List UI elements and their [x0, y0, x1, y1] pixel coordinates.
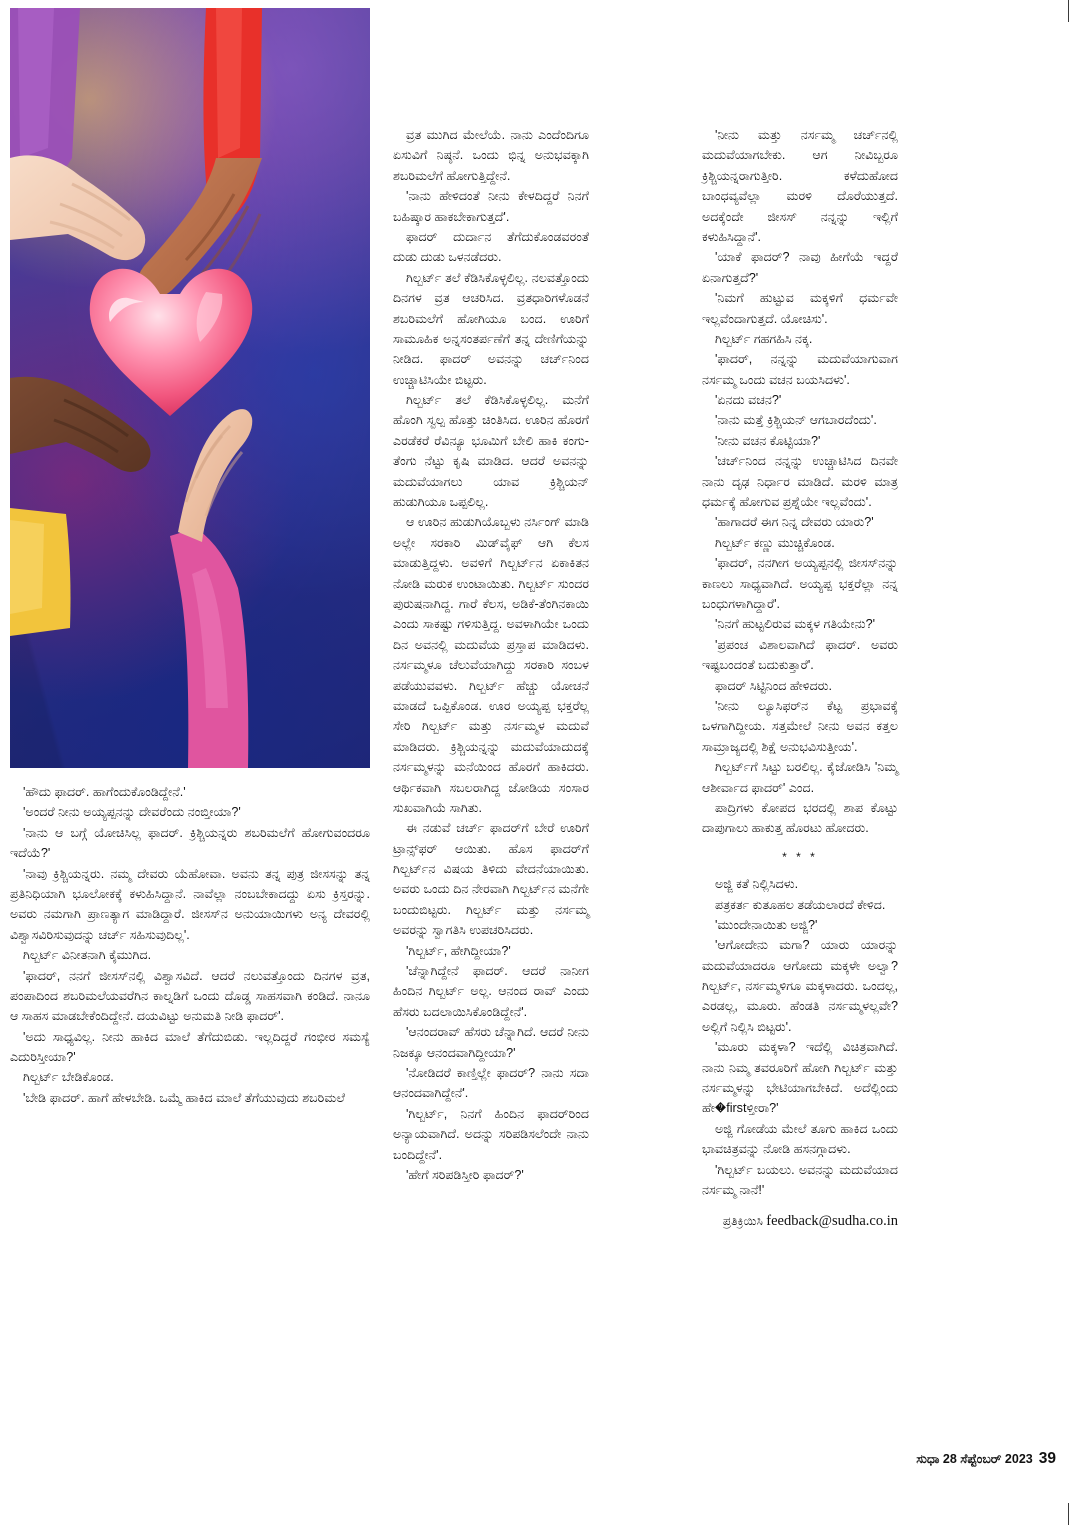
- feedback-line: [702, 1210, 898, 1233]
- paragraph: ಗಿಲ್ಬರ್ಟ್ ತಲೆ ಕೆಡಿಸಿಕೊಳ್ಳಲಿಲ್ಲ. ಮನೆಗೆ ಹೊಂಗಿ ಸ್ವಲ್ಪ ಹೊತ್ತು ಚಿಂತಿಸಿದ. ಊರಿನ ಹೊರಗೆ ಎರಡೆಕರೆ ರೆವಿನ್ಯೂ ಭೂಮಿಗೆ ಬೇಲಿ ಹಾಕಿ ಕಂಗು-ತೆಂಗು ನೆಟ್ಟು ಕೃಷಿ ಮಾಡಿದ. ಆದರೆ ಅವನನ್ನು ಮದುವೆಯಾಗಲು ಯಾವ ಕ್ರಿಶ್ಚಿಯನ್ ಹುಡುಗಿಯೂ ಒಪ್ಪಲಿಲ್ಲ.: [393, 393, 589, 510]
- article-illustration: [10, 8, 370, 768]
- paragraph: 'ನೀನು ವಚನ ಕೊಟ್ಟಿಯಾ?': [715, 433, 821, 448]
- crop-mark-top-right: [1068, 0, 1069, 22]
- paragraph: ಅಜ್ಜಿ ಗೋಡೆಯ ಮೇಲೆ ತೂಗು ಹಾಕಿದ ಒಂದು ಭಾವಚಿತ್ರವನ್ನು ನೋಡಿ ಹಸನಗ್ಗಾದಳು.: [702, 1121, 898, 1157]
- page-number: 39: [1038, 1450, 1056, 1467]
- paragraph: 'ಪ್ರಪಂಚ ವಿಶಾಲವಾಗಿದೆ ಫಾದರ್. ಅವರು ಇಷ್ಟಬಂದಂತೆ ಬದುಕುತ್ತಾರೆ'.: [702, 637, 898, 673]
- feedback-email[interactable]: feedback@sudha.co.in: [766, 1213, 898, 1230]
- text-column-left: [10, 782, 370, 1108]
- text-column-middle: [393, 125, 589, 1185]
- paragraph: ಪಾದ್ರಿಗಳು ಕೋಪದ ಭರದಲ್ಲಿ ಶಾಪ ಕೊಟ್ಟು ದಾಪುಗಾಲು ಹಾಕುತ್ತ ಹೊರಟು ಹೋದರು.: [702, 800, 898, 836]
- paragraph: 'ಅದು ಸಾಧ್ಯವಿಲ್ಲ. ನೀನು ಹಾಕಿದ ಮಾಲೆ ತೆಗೆದುಬಿಡು. ಇಲ್ಲದಿದ್ದರೆ ಗಂಭೀರ ಸಮಸ್ಯೆ ಎದುರಿಸ್ತೀಯಾ?': [10, 1029, 370, 1065]
- paragraph: ಗಿಲ್ಬರ್ಟ್‌ಗೆ ಸಿಟ್ಟು ಬರಲಿಲ್ಲ. ಕೈಜೋಡಿಸಿ 'ನಿಮ್ಮ ಆಶೀರ್ವಾದ ಫಾದರ್' ಎಂದ.: [702, 760, 898, 795]
- paragraph: 'ನಾವು ಕ್ರಿಶ್ಚಿಯನ್ನರು. ನಮ್ಮ ದೇವರು ಯೆಹೋವಾ. ಅವನು ತನ್ನ ಪುತ್ರ ಜೀಸಸನ್ನು ತನ್ನ ಪ್ರತಿನಿಧಿಯಾಗಿ ಭೂಲೋಕಕ್ಕೆ ಕಳುಹಿಸಿದ್ದಾನೆ. ನಾವೆಲ್ಲಾ ನಂಬಬೇಕಾದದ್ದು ಏಸು ಕ್ರಿಸ್ತರನ್ನು. ಅವರು ನಮಗಾಗಿ ಪ್ರಾಣತ್ಯಾಗ ಮಾಡಿದ್ದಾರೆ. ಜೀಸಸ್‌ನ ಅನುಯಾಯಿಗಳು ಅನ್ಯ ದೇವರಲ್ಲಿ ವಿಶ್ವಾಸವಿರಿಸುವುದನ್ನು ಚರ್ಚ್ ಸಹಿಸುವುದಿಲ್ಲ'.: [10, 866, 370, 942]
- paragraph: 'ಗಿಲ್ಬರ್ಟ್, ನಿನಗೆ ಹಿಂದಿನ ಫಾದರ್‌ರಿಂದ ಅನ್ಯಾಯವಾಗಿದೆ. ಅದನ್ನು ಸರಿಪಡಿಸಲೆಂದೇ ನಾನು ಬಂದಿದ್ದೇನೆ'.: [393, 1106, 589, 1162]
- paragraph: 'ನಾನು ಹೇಳಿದಂತೆ ನೀನು ಕೇಳದಿದ್ದರೆ ನಿನಗೆ ಬಹಿಷ್ಕಾರ ಹಾಕಬೇಕಾಗುತ್ತದೆ'.: [393, 189, 589, 224]
- paragraph: ಪತ್ರಕರ್ತ ಕುತೂಹಲ ತಡೆಯಲಾರದೆ ಕೇಳಿದ.: [715, 897, 886, 912]
- paragraph: ಆ ಊರಿನ ಹುಡುಗಿಯೊಬ್ಬಳು ನರ್ಸಿಂಗ್ ಮಾಡಿ ಅಲ್ಲೇ ಸರಕಾರಿ ಮಿಡ್‌ವೈಫ್ ಆಗಿ ಕೆಲಸ ಮಾಡುತ್ತಿದ್ದಳು. ಅವಳಿಗೆ ಗಿಲ್ಬರ್ಟ್‌ನ ಏಕಾಕಿತನ ನೋಡಿ ಮರುಕ ಉಂಟಾಯಿತು. ಗಿಲ್ಬರ್ಟ್ ಸುಂದರ ಪುರುಷನಾಗಿದ್ದ. ಗಾರೆ ಕೆಲಸ, ಅಡಿಕೆ-ತೆಂಗಿನಕಾಯಿ ಎಂದು ಸಾಕಷ್ಟು ಗಳಿಸುತ್ತಿದ್ದ. ಅವಳಾಗಿಯೇ ಒಂದು ದಿನ ಅವನಲ್ಲಿ ಮದುವೆಯ ಪ್ರಸ್ತಾಪ ಮಾಡಿದಳು. ನರ್ಸಮ್ಮಳೂ ಚೆಲುವೆಯಾಗಿದ್ದು ಸರಕಾರಿ ಸಂಬಳ ಪಡೆಯುವವಳು. ಗಿಲ್ಬರ್ಟ್ ಹೆಚ್ಚು ಯೋಚನೆ ಮಾಡದೆ ಒಪ್ಪಿಕೊಂಡ. ಊರ ಅಯ್ಯಪ್ಪ ಭಕ್ತರೆಲ್ಲ ಸೇರಿ ಗಿಲ್ಬರ್ಟ್ ಮತ್ತು ನರ್ಸಮ್ಮಳ ಮದುವೆ ಮಾಡಿದರು. ಕ್ರಿಶ್ಚಿಯನ್ನನ್ನು ಮದುವೆಯಾದುದಕ್ಕೆ ನರ್ಸಮ್ಮಳನ್ನು ಮನೆಯಿಂದ ಹೊರಗೆ ಹಾಕಿದರು. ಆರ್ಥಿಕವಾಗಿ ಸಬಲರಾಗಿದ್ದ ಜೋಡಿಯ ಸಂಸಾರ ಸುಖವಾಗಿಯೆ ಸಾಗಿತು.: [393, 515, 589, 815]
- paragraph: 'ನೀನು ಮತ್ತು ನರ್ಸಮ್ಮ ಚರ್ಚ್‌ನಲ್ಲಿ ಮದುವೆಯಾಗಬೇಕು. ಆಗ ನೀವಿಬ್ಬರೂ ಕ್ರಿಶ್ಚಿಯನ್ನರಾಗುತ್ತೀರಿ. ಕಳೆದುಹೋದ ಬಾಂಧವ್ಯವೆಲ್ಲಾ ಮರಳಿ ದೊರೆಯುತ್ತದೆ. ಅದಕ್ಕೆಂದೇ ಜೀಸಸ್ ನನ್ನನ್ನು ಇಲ್ಲಿಗೆ ಕಳುಹಿಸಿದ್ದಾನೆ'.: [702, 128, 898, 244]
- paragraph: 'ಫಾದರ್, ನನ್ನನ್ನು ಮದುವೆಯಾಗುವಾಗ ನರ್ಸಮ್ಮ ಒಂದು ವಚನ ಬಯಸಿದಳು'.: [702, 352, 898, 387]
- paragraph: 'ಹಾಗಾದರೆ ಈಗ ನಿನ್ನ ದೇವರು ಯಾರು?': [715, 515, 874, 530]
- paragraph: ಗಿಲ್ಬರ್ಟ್ ತಲೆ ಕೆಡಿಸಿಕೊಳ್ಳಲಿಲ್ಲ. ನಲವತ್ತೊಂದು ದಿನಗಳ ವ್ರತ ಆಚರಿಸಿದ. ವ್ರತಧಾರಿಗಳೊಡನೆ ಶಬರಿಮಲೆಗೆ ಹೋಗಿಯೂ ಬಂದ. ಊರಿಗೆ ಸಾಮೂಹಿಕ ಅನ್ನಸಂತರ್ಪಣೆಗೆ ತನ್ನ ದೇಣಿಗೆಯನ್ನು ನೀಡಿದ. ಫಾದರ್ ಅವನನ್ನು ಚರ್ಚ್‌ನಿಂದ ಉಚ್ಚಾಟಿಸಿಯೇ ಬಿಟ್ಟರು.: [393, 270, 589, 387]
- paragraph: ಗಿಲ್ಬರ್ಟ್ ಕಣ್ಣು ಮುಚ್ಚಿಕೊಂಡ.: [715, 535, 835, 550]
- feedback-label: ಪ್ರತಿಕ್ರಿಯಿಸಿ: [722, 1214, 763, 1229]
- section-divider: * * *: [782, 849, 818, 864]
- paragraph: 'ನೀನು ಲ್ಯೂಸಿಫರ್‌ನ ಕೆಟ್ಟ ಪ್ರಭಾವಕ್ಕೆ ಒಳಗಾಗಿದ್ದೀಯ. ಸತ್ತಮೇಲೆ ನೀನು ಅವನ ಕತ್ತಲ ಸಾಮ್ರಾಜ್ಯದಲ್ಲಿ ಶಿಕ್ಷೆ ಅನುಭವಿಸುತ್ತೀಯ'.: [702, 698, 898, 754]
- paragraph: 'ಫಾದರ್, ನನಗೀಗ ಅಯ್ಯಪ್ಪನಲ್ಲಿ ಜೀಸಸ್‌ನನ್ನು ಕಾಣಲು ಸಾಧ್ಯವಾಗಿದೆ. ಅಯ್ಯಪ್ಪ ಭಕ್ತರೆಲ್ಲಾ ನನ್ನ ಬಂಧುಗಳಾಗಿದ್ದಾರೆ'.: [702, 556, 898, 611]
- paragraph: 'ಮೂರು ಮಕ್ಕಳಾ? ಇದೆಲ್ಲಿ ವಿಚಿತ್ರವಾಗಿದೆ. ನಾನು ನಿಮ್ಮ ತವರೂರಿಗೆ ಹೋಗಿ ಗಿಲ್ಬರ್ಟ್ ಮತ್ತು ನರ್ಸಮ್ಮಳನ್ನು ಭೇಟಿಯಾಗಬೇಕಿದೆ. ಅದೆಲ್ಲಿಂದು ಹೇ�firstಳ್ತೀರಾ?': [702, 1040, 898, 1116]
- paragraph: ಗಿಲ್ಬರ್ಟ್ ಗಹಗಹಿಸಿ ನಕ್ಕ.: [715, 331, 813, 346]
- crop-mark-bottom-right: [1068, 1503, 1069, 1525]
- paragraph: 'ಮುಂದೇನಾಯಿತು ಅಜ್ಜಿ?': [715, 917, 818, 932]
- text-column-right: [702, 125, 898, 1234]
- paragraph: 'ನಾನು ಮತ್ತೆ ಕ್ರಿಶ್ಚಿಯನ್ ಆಗಬಾರದೆಂದು'.: [715, 413, 877, 428]
- paragraph: 'ಗಿಲ್ಬರ್ಟ್ ಬಯಲು. ಅವನನ್ನು ಮದುವೆಯಾದ ನರ್ಸಮ್ಮ ನಾನೆ!': [702, 1162, 898, 1197]
- paragraph: 'ಗಿಲ್ಬರ್ಟ್, ಹೇಗಿದ್ದೀಯಾ?': [406, 943, 511, 958]
- paragraph: 'ಅಂದರೆ ನೀನು ಅಯ್ಯಪ್ಪನನ್ನು ದೇವರೆಂದು ನಂಬ್ತೀಯಾ?': [23, 805, 241, 820]
- paragraph: ಗಿಲ್ಬರ್ಟ್ ವಿನೀತನಾಗಿ ಕೈಮುಗಿದ.: [23, 948, 152, 963]
- paragraph: 'ನಿಮಗೆ ಹುಟ್ಟುವ ಮಕ್ಕಳಿಗೆ ಧರ್ಮವೇ ಇಲ್ಲವೆಂದಾಗುತ್ತದೆ. ಯೋಚಿಸು'.: [702, 291, 898, 326]
- paragraph: 'ನೋಡಿದರೆ ಕಾಣ್ತಿಲ್ಲೇ ಫಾದರ್? ನಾನು ಸದಾ ಆನಂದವಾಗಿದ್ದೇನೆ'.: [393, 1065, 589, 1101]
- paragraph: 'ಚರ್ಚ್‌ನಿಂದ ನನ್ನನ್ನು ಉಚ್ಚಾಟಿಸಿದ ದಿನವೇ ನಾನು ದೃಢ ನಿರ್ಧಾರ ಮಾಡಿದೆ. ಮರಳಿ ಮಾತ್ರ ಧರ್ಮಕ್ಕೆ ಹೋಗುವ ಪ್ರಶ್ನೆಯೇ ಇಲ್ಲವೆಂದು'.: [702, 454, 898, 510]
- paragraph: ಗಿಲ್ಬರ್ಟ್ ಬೇಡಿಕೊಂಡ.: [23, 1070, 114, 1085]
- paragraph: 'ಆನಂದರಾವ್ ಹೆಸರು ಚೆನ್ನಾಗಿದೆ. ಆದರೆ ನೀನು ನಿಜಕ್ಕೂ ಆನಂದವಾಗಿದ್ದೀಯಾ?': [393, 1025, 589, 1060]
- paragraph: ವ್ರತ ಮುಗಿದ ಮೇಲೆಯೆ. ನಾನು ಎಂದೆಂದಿಗೂ ಏಸುವಿಗೆ ನಿಷ್ಠನೆ. ಒಂದು ಭಿನ್ನ ಅನುಭವಕ್ಕಾಗಿ ಶಬರಿಮಲೆಗೆ ಹೋಗುತ್ತಿದ್ದೇನೆ.: [393, 128, 589, 183]
- paragraph: 'ನಾನು ಆ ಬಗ್ಗೆ ಯೋಚಿಸಿಲ್ಲ ಫಾದರ್. ಕ್ರಿಶ್ಚಿಯನ್ನರು ಶಬರಿಮಲೆಗೆ ಹೋಗುವಂದರೂ ಇದೆಯೆ?': [10, 825, 370, 861]
- illustration-artwork: [10, 8, 370, 768]
- paragraph: 'ಫಾದರ್, ನನಗೆ ಜೀಸಸ್‌ನಲ್ಲಿ ವಿಶ್ವಾಸವಿದೆ. ಆದರೆ ನಲುವತ್ತೊಂದು ದಿನಗಳ ವ್ರತ, ಪಂಪಾದಿಂದ ಶಬರಿಮಲೆಯವರೆಗಿನ ಕಾಲ್ನಡಿಗೆ ಒಂದು ದೊಡ್ಡ ಸಾಹಸವಾಗಿ ಕಂಡಿದೆ. ನಾನೂ ಆ ಸಾಹಸ ಮಾಡಬೇಕೆಂದಿದ್ದೇನೆ. ದಯವಿಟ್ಟು ಅನುಮತಿ ನೀಡಿ ಫಾದರ್'.: [10, 968, 370, 1024]
- paragraph: 'ಚೆನ್ನಾಗಿದ್ದೇನೆ ಫಾದರ್. ಆದರೆ ನಾನೀಗ ಹಿಂದಿನ ಗಿಲ್ಬರ್ಟ್ ಅಲ್ಲ. ಆನಂದ ರಾವ್ ಎಂದು ಹೆಸರು ಬದಲಾಯಿಸಿಕೊಂಡಿದ್ದೇನೆ'.: [393, 964, 589, 1019]
- paragraph: ಈ ನಡುವೆ ಚರ್ಚ್ ಫಾದರ್‌ಗೆ ಬೇರೆ ಊರಿಗೆ ಟ್ರಾನ್ಸ್‌ಫರ್ ಆಯಿತು. ಹೊಸ ಫಾದರ್‌ಗೆ ಗಿಲ್ಬರ್ಟ್‌ನ ವಿಷಯ ತಿಳಿದು ವೇದನೆಯಾಯಿತು. ಅವರು ಒಂದು ದಿನ ನೇರವಾಗಿ ಗಿಲ್ಬರ್ಟ್‌ನ ಮನೆಗೇ ಬಂದುಬಿಟ್ಟರು. ಗಿಲ್ಬರ್ಟ್ ಮತ್ತು ನರ್ಸಮ್ಮ ಅವರನ್ನು ಸ್ವಾಗತಿಸಿ ಉಪಚರಿಸಿದರು.: [393, 821, 589, 938]
- paragraph: 'ಆಗೋದೇನು ಮಗಾ? ಯಾರು ಯಾರನ್ನು ಮದುವೆಯಾದರೂ ಆಗೋದು ಮಕ್ಕಳೇ ಅಲ್ವಾ? ಗಿಲ್ಬರ್ಟ್, ನರ್ಸಮ್ಮಳಿಗೂ ಮಕ್ಕಳಾದರು. ಒಂದಲ್ಲ, ಎರಡಲ್ಲ, ಮೂರು. ಹೆಂಡತಿ ನರ್ಸಮ್ಮಳಲ್ಲವೇ? ಅಲ್ಲಿಗೆ ನಿಲ್ಲಿಸಿ ಬಿಟ್ಟರು'.: [702, 938, 898, 1034]
- paragraph: ಫಾದರ್ ಸಿಟ್ಟಿನಿಂದ ಹೇಳಿದರು.: [715, 678, 832, 693]
- magazine-issue-label: ಸುಧಾ 28 ಸೆಪ್ಟೆಂಬರ್ 2023: [916, 1452, 1033, 1466]
- paragraph: 'ಹೌದು ಫಾದರ್. ಹಾಗೆಂದುಕೊಂಡಿದ್ದೇನೆ.': [23, 785, 186, 799]
- paragraph: 'ಬೇಡಿ ಫಾದರ್. ಹಾಗೆ ಹೇಳಬೇಡಿ. ಒಮ್ಮೆ ಹಾಕಿದ ಮಾಲೆ ತೆಗೆಯುವುದು ಶಬರಿಮಲೆ: [23, 1090, 345, 1105]
- paragraph: 'ಹೇಗೆ ಸರಿಪಡಿಸ್ತೀರಿ ಫಾದರ್?': [406, 1167, 524, 1182]
- page-footer: [916, 1450, 1056, 1468]
- paragraph: 'ಏನದು ವಚನ?': [715, 393, 782, 408]
- paragraph: ಅಜ್ಜಿ ಕತೆ ನಿಲ್ಲಿಸಿದಳು.: [715, 877, 799, 892]
- paragraph: 'ನಿನಗೆ ಹುಟ್ಟಲಿರುವ ಮಕ್ಕಳ ಗತಿಯೇನು?': [715, 617, 876, 632]
- paragraph: ಫಾದರ್ ದುರ್ದಾನ ತೆಗೆದುಕೊಂಡವರಂತೆ ದುಡು ದುಡು ಒಳನಡೆದರು.: [393, 229, 589, 265]
- paragraph: 'ಯಾಕೆ ಫಾದರ್? ನಾವು ಹೀಗೆಯೆ ಇದ್ದರೆ ಏನಾಗುತ್ತದೆ?': [702, 250, 898, 285]
